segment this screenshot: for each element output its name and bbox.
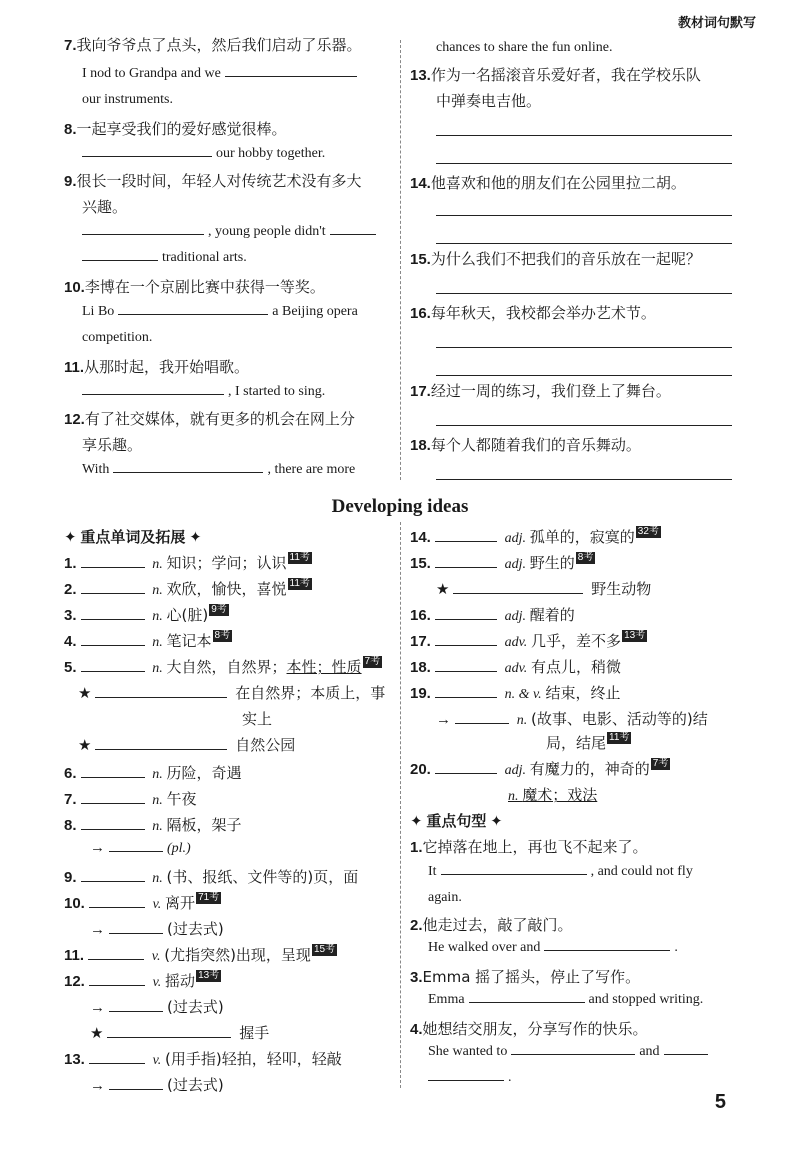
blank[interactable] [81, 566, 145, 568]
vocab-item-3: 3. n. 心(脏) 9考 [64, 604, 227, 624]
blank[interactable] [81, 592, 145, 594]
vocab-8-plural: → (pl.) [90, 840, 191, 856]
blank[interactable] [82, 155, 212, 157]
vocab-item-17: 17. adv. 几乎，差不多 13考 [410, 630, 646, 650]
blank[interactable] [109, 850, 163, 852]
vocab-item-11: 11. v. (尤指突然)出现，呈现 15考 [64, 944, 336, 964]
blank[interactable] [95, 696, 227, 698]
blank[interactable] [81, 828, 145, 830]
question-9-en: , young people didn't [82, 224, 380, 240]
vocab-heading: ✦ 重点单词及拓展 ✦ [64, 528, 202, 546]
blank[interactable] [664, 1053, 708, 1055]
blank[interactable] [435, 566, 497, 568]
vocab-19-arrow: → n. (故事、电影、活动等的)结 [436, 710, 708, 728]
question-13: 13.作为一名摇滚音乐爱好者，我在学校乐队 [410, 66, 701, 84]
question-15: 15.为什么我们不把我们的音乐放在一起呢？ [410, 250, 701, 268]
blank[interactable] [435, 772, 497, 774]
blank[interactable] [544, 949, 670, 951]
vocab-13-past: → (过去式) [90, 1076, 224, 1094]
blank[interactable] [435, 540, 497, 542]
pattern-4-en2: . [428, 1070, 512, 1086]
blank[interactable] [225, 75, 357, 77]
blank[interactable] [88, 958, 144, 960]
question-12-en: With , there are more [82, 462, 356, 477]
blank[interactable] [81, 670, 145, 672]
column-divider-top [400, 40, 401, 480]
question-8-en: our hobby together. [82, 146, 325, 162]
vocab-item-13: 13. v. (用手指)轻拍，轻叩，轻敲 [64, 1050, 342, 1068]
blank[interactable] [511, 1053, 635, 1055]
vocab-5-star2: ★ 自然公园 [78, 736, 296, 754]
question-17: 17.经过一周的练习，我们登上了舞台。 [410, 382, 671, 400]
vocab-item-9: 9. n. (书、报纸、文件等的)页，面 [64, 868, 359, 886]
pattern-2: 2.他走过去，敲了敲门。 [410, 916, 573, 934]
blank[interactable] [89, 906, 145, 908]
question-7: 7.我向爷爷点了点头，然后我们启动了乐器。 [64, 36, 362, 54]
blank[interactable] [455, 722, 509, 724]
pattern-1: 1.它掉落在地上，再也飞不起来了。 [410, 838, 648, 856]
vocab-12-star: ★ 握手 [90, 1024, 270, 1042]
section-title: Developing ideas [331, 496, 469, 517]
vocab-10-past: → (过去式) [90, 920, 224, 938]
blank[interactable] [330, 233, 376, 235]
blank[interactable] [89, 984, 145, 986]
vocab-item-19: 19. n. & v. 结束，终止 [410, 684, 621, 702]
question-16: 16.每年秋天，我校都会举办艺术节。 [410, 304, 656, 322]
blank[interactable] [109, 1088, 163, 1090]
answer-line[interactable] [436, 478, 732, 480]
blank[interactable] [441, 873, 587, 875]
question-9: 9.很长一段时间，年轻人对传统艺术没有多大 [64, 172, 362, 190]
vocab-item-1: 1. n. 知识；学问；认识 11考 [64, 552, 310, 572]
answer-line[interactable] [436, 346, 732, 348]
blank[interactable] [82, 233, 204, 235]
vocab-5-star-cont: 实上 [242, 710, 273, 728]
vocab-19-arrow-cont: 局，结尾 11考 [546, 732, 630, 752]
vocab-item-20: 20. adj. 有魔力的，神奇的 7考 [410, 758, 669, 778]
vocab-item-12: 12. v. 摇动 13考 [64, 970, 220, 990]
pattern-4-en: She wanted to and [428, 1044, 712, 1060]
blank[interactable] [435, 670, 497, 672]
question-12-cn2: 享乐趣。 [82, 436, 143, 454]
question-9-en2: traditional arts. [82, 250, 247, 266]
pattern-3: 3.Emma 摇了摇头，停止了写作。 [410, 968, 641, 986]
blank[interactable] [435, 644, 497, 646]
blank[interactable] [82, 393, 224, 395]
answer-line[interactable] [436, 214, 732, 216]
vocab-20-noun: n. 魔术；戏法 [508, 786, 598, 804]
blank[interactable] [107, 1036, 231, 1038]
blank[interactable] [109, 1010, 163, 1012]
vocab-item-5: 5. n. 大自然，自然界；本性；性质 7考 [64, 656, 381, 676]
vocab-item-16: 16. adj. 醒着的 [410, 606, 575, 624]
question-14: 14.他喜欢和他的朋友们在公园里拉二胡。 [410, 174, 686, 192]
blank[interactable] [113, 471, 263, 473]
question-18: 18.每个人都随着我们的音乐舞动。 [410, 436, 641, 454]
blank[interactable] [81, 776, 145, 778]
pattern-1-en: It , and could not fly [428, 864, 693, 879]
answer-line[interactable] [436, 242, 732, 244]
pattern-1-en2: again. [428, 890, 462, 905]
question-7-en: I nod to Grandpa and we [82, 66, 361, 82]
blank[interactable] [435, 696, 497, 698]
answer-line[interactable] [436, 134, 732, 136]
vocab-item-18: 18. adv. 有点儿，稍微 [410, 658, 622, 676]
answer-line[interactable] [436, 162, 732, 164]
vocab-15-star: ★ 野生动物 [436, 580, 652, 598]
question-13-cn2: 中弹奏电吉他。 [436, 92, 542, 110]
pattern-3-en: Emma and stopped writing. [428, 992, 704, 1007]
vocab-item-15: 15. adj. 野生的 8考 [410, 552, 594, 572]
blank[interactable] [435, 618, 497, 620]
vocab-item-14: 14. adj. 孤单的，寂寞的 32考 [410, 526, 659, 546]
blank[interactable] [453, 592, 583, 594]
column-divider-bottom [400, 522, 401, 1088]
blank[interactable] [82, 259, 158, 261]
patterns-heading: ✦ 重点句型 ✦ [410, 812, 503, 830]
question-12: 12.有了社交媒体，就有更多的机会在网上分 [64, 410, 355, 428]
vocab-item-2: 2. n. 欢欣，愉快，喜悦 11考 [64, 578, 310, 598]
blank[interactable] [118, 313, 268, 315]
question-12-cont: chances to share the fun online. [436, 40, 613, 55]
question-11-en: , I started to sing. [82, 384, 325, 400]
question-10-en2: competition. [82, 330, 153, 345]
answer-line[interactable] [436, 374, 732, 376]
blank[interactable] [469, 1001, 585, 1003]
question-11: 11.从那时起，我开始唱歌。 [64, 358, 250, 376]
vocab-12-past: → (过去式) [90, 998, 224, 1016]
vocab-item-4: 4. n. 笔记本 8考 [64, 630, 231, 650]
vocab-item-10: 10. v. 离开 71考 [64, 892, 220, 912]
page-number: 5 [714, 1091, 726, 1113]
question-7-en2: our instruments. [82, 92, 173, 107]
blank[interactable] [109, 932, 163, 934]
page-header: 教材词句默写 [677, 16, 756, 31]
pattern-4: 4.她想结交朋友，分享写作的快乐。 [410, 1020, 648, 1038]
answer-line[interactable] [436, 292, 732, 294]
blank[interactable] [81, 618, 145, 620]
question-8: 8.一起享受我们的爱好感觉很棒。 [64, 120, 287, 138]
blank[interactable] [428, 1079, 504, 1081]
answer-line[interactable] [436, 424, 732, 426]
vocab-item-6: 6. n. 历险，奇遇 [64, 764, 242, 782]
blank[interactable] [89, 1062, 145, 1064]
blank[interactable] [81, 802, 145, 804]
vocab-item-7: 7. n. 午夜 [64, 790, 197, 808]
blank[interactable] [81, 644, 145, 646]
blank[interactable] [95, 748, 227, 750]
question-10-en: Li Bo a Beijing opera [82, 304, 358, 319]
question-9-cn2: 兴趣。 [82, 198, 128, 216]
question-10: 10.李博在一个京剧比赛中获得一等奖。 [64, 278, 325, 296]
vocab-5-star: ★ 在自然界；本质上，事 [78, 684, 386, 702]
blank[interactable] [81, 880, 145, 882]
pattern-2-en: He walked over and . [428, 940, 678, 955]
vocab-item-8: 8. n. 隔板，架子 [64, 816, 242, 834]
